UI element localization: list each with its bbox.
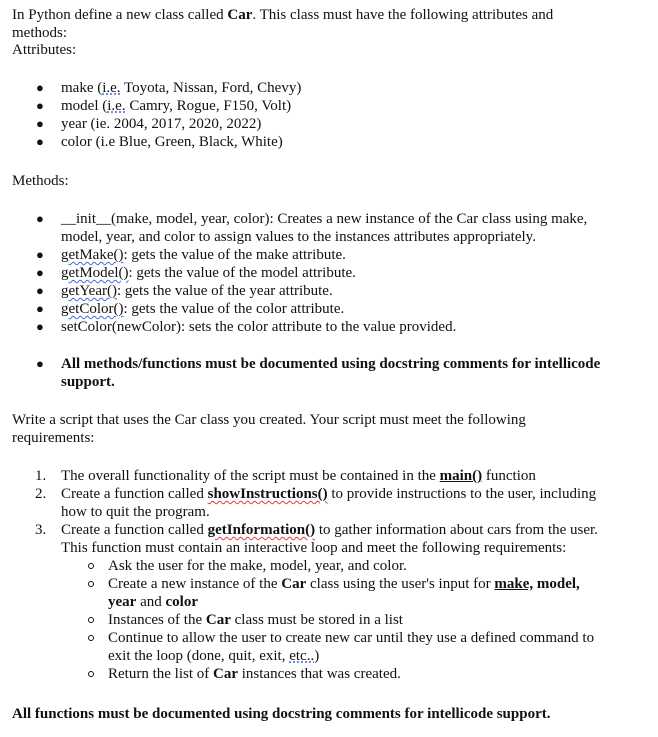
bullet-icon: ●: [36, 247, 44, 262]
doc-note-line-2: support.: [61, 374, 115, 390]
req-3-line-2: This function must contain an interactive loop and meet the following requirements:: [61, 540, 567, 556]
sub-req-4-line-1: Continue to allow the user to create new car until they use a defined command to: [108, 630, 595, 646]
method-getyear: getYear(): gets the value of the year attribute.: [61, 283, 333, 299]
intro-text-post: . This class must have the following attributes and: [252, 7, 554, 23]
attributes-heading: Attributes:: [12, 42, 77, 58]
sub-req-5: Return the list of Car instances that was created.: [108, 666, 401, 682]
script-line-1: Write a script that uses the Car class you created. Your script must meet the following: [12, 412, 526, 428]
sub-req-4-line-2: exit the loop (done, quit, exit, etc..): [108, 648, 320, 664]
method-init-line-2: model, year, and color to assign values to the instances attributes appropriately.: [61, 229, 536, 245]
bullet-icon: ●: [36, 356, 44, 371]
circle-bullet-icon: [88, 671, 94, 677]
req-2-line-2: how to quit the program.: [61, 504, 210, 520]
intro-text: In Python define a new class called: [12, 7, 228, 23]
intro-line-2: methods:: [12, 25, 67, 41]
sub-req-2-line-1: Create a new instance of the Car class using the user's input for make, model,: [108, 576, 580, 592]
req-number: 1.: [35, 468, 47, 484]
bullet-icon: ●: [36, 116, 44, 131]
bullet-icon: ●: [36, 301, 44, 316]
sub-req-2-line-2: year and color: [108, 594, 198, 610]
bullet-icon: ●: [36, 80, 44, 95]
footer-note: All functions must be documented using docstring comments for intellicode support.: [12, 706, 551, 722]
method-setcolor: setColor(newColor): sets the color attribute to the value provided.: [61, 319, 457, 335]
attribute-item: model (i.e. Camry, Rogue, F150, Volt): [61, 98, 292, 114]
attribute-item: make (i.e. Toyota, Nissan, Ford, Chevy): [61, 80, 302, 96]
sub-req-3: Instances of the Car class must be stored in a list: [108, 612, 403, 628]
req-number: 2.: [35, 486, 47, 502]
method-init-line-1: __init__(make, model, year, color): Creates a new instance of the Car class using make,: [61, 211, 588, 227]
bullet-icon: ●: [36, 265, 44, 280]
circle-bullet-icon: [88, 581, 94, 587]
req-3-line-1: Create a function called getInformation() to gather information about cars from the user.: [61, 522, 598, 538]
methods-heading: Methods:: [12, 173, 69, 189]
req-1: The overall functionality of the script must be contained in the main() function: [61, 468, 536, 484]
script-line-2: requirements:: [12, 430, 95, 446]
bullet-icon: ●: [36, 211, 44, 226]
intro-class-name: Car: [227, 7, 253, 23]
bullet-icon: ●: [36, 134, 44, 149]
attribute-item: year (ie. 2004, 2017, 2020, 2022): [61, 116, 262, 132]
method-getmake: getMake(): gets the value of the make attribute.: [61, 247, 346, 263]
sub-req-1: Ask the user for the make, model, year, and color.: [108, 558, 407, 574]
doc-note-line-1: All methods/functions must be documented using docstring comments for intellicode: [61, 356, 601, 372]
req-2-line-1: Create a function called showInstructions() to provide instructions to the user, including: [61, 486, 597, 502]
bullet-icon: ●: [36, 283, 44, 298]
circle-bullet-icon: [88, 635, 94, 641]
method-getmodel: getModel(): gets the value of the model attribute.: [61, 265, 356, 281]
bullet-icon: ●: [36, 98, 44, 113]
bullet-icon: ●: [36, 319, 44, 334]
method-getcolor: getColor(): gets the value of the color attribute.: [61, 301, 345, 317]
circle-bullet-icon: [88, 563, 94, 569]
intro-line-1: [12, 6, 553, 24]
req-number: 3.: [35, 522, 47, 538]
attribute-item: color (i.e Blue, Green, Black, White): [61, 134, 283, 150]
circle-bullet-icon: [88, 617, 94, 623]
